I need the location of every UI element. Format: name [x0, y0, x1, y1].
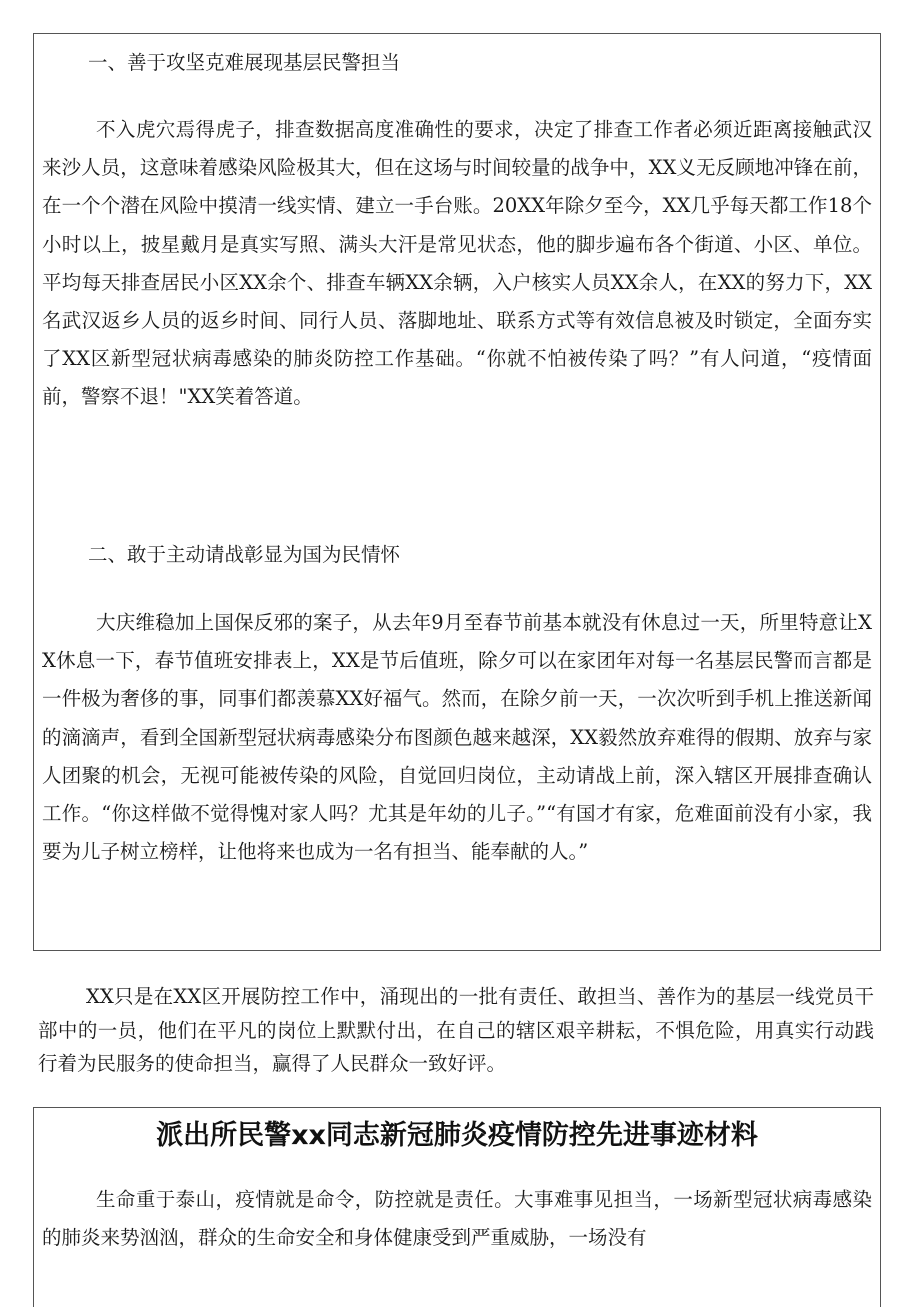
summary-paragraph: XX只是在XX区开展防控工作中，涌现出的一批有责任、敢担当、善作为的基层一线党员干部中的一员，他们在平凡的岗位上默默付出，在自己的辖区艰辛耕耘，不惧危险，用真实行动践行着为民服务的使命担当，赢得了人民群众一致好评。: [38, 985, 874, 1075]
section-box-1: [33, 33, 881, 951]
section2-heading: 二、敢于主动请战彰显为国为民情怀: [88, 543, 401, 566]
article-paragraph: 生命重于泰山，疫情就是命令，防控就是责任。大事难事见担当，一场新型冠状病毒感染的肺炎来势汹汹，群众的生命安全和身体健康受到严重威胁，一场没有: [42, 1188, 872, 1250]
section1-heading: 一、善于攻坚克难展现基层民警担当: [88, 51, 401, 74]
article-title: 派出所民警xx同志新冠肺炎疫情防控先进事迹材料: [156, 1120, 758, 1151]
section1-paragraph: 不入虎穴焉得虎子，排查数据高度准确性的要求，决定了排查工作者必须近距离接触武汉来沙人员，这意味着感染风险极其大，但在这场与时间较量的战争中，XX义无反顾地冲锋在前，在一个个潜在风险中摸清一线实情、建立一手台账。20XX年除夕至今，XX几乎每天都工作18个小时以上，披星戴月是真实写照、满头大汗是常见状态，他的脚步遍布各个街道、小区、单位。平均每天排查居民小区XX余个、排查车辆XX余辆，入户核实人员XX余人，在XX的努力下，XX名武汉返乡人员的返乡时间、同行人员、落脚地址、联系方式等有效信息被及时锁定，全面夯实了XX区新型冠状病毒感染的肺炎防控工作基础。“你就不怕被传染了吗？”有人问道，“疫情面前，警察不退！"XX笑着答道。: [42, 118, 872, 409]
section2-paragraph: 大庆维稳加上国保反邪的案子，从去年9月至春节前基本就没有休息过一天，所里特意让XX休息一下，春节值班安排表上，XX是节后值班，除夕可以在家团年对每一名基层民警而言都是一件极为奢侈的事，同事们都羡慕XX好福气。然而，在除夕前一天，一次次听到手机上推送新闻的滴滴声，看到全国新型冠状病毒感染分布图颜色越来越深，XX毅然放弃难得的假期、放弃与家人团聚的机会，无视可能被传染的风险，自觉回归岗位，主动请战上前，深入辖区开展排查确认工作。“你这样做不觉得愧对家人吗？尤其是年幼的儿子。”“有国才有家，危难面前没有小家，我要为儿子树立榜样，让他将来也成为一名有担当、能奉献的人。”: [42, 611, 872, 864]
section-box-2: [33, 1107, 881, 1307]
